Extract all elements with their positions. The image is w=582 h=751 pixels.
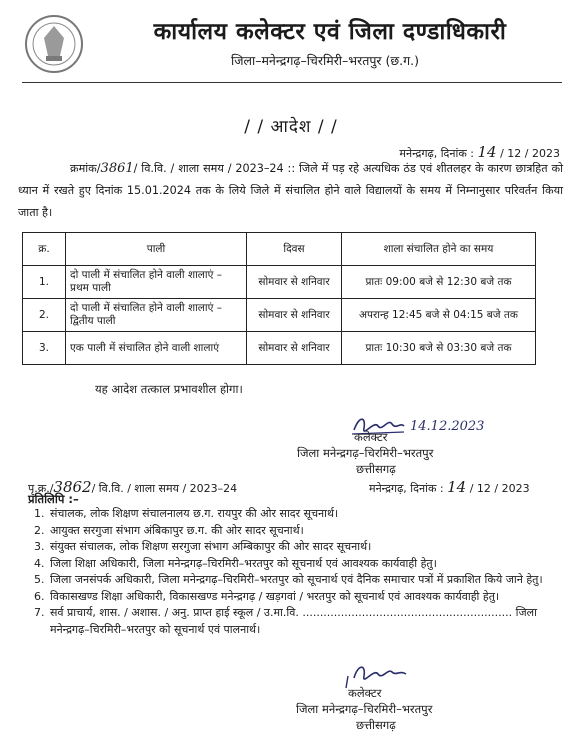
signatory-state: छत्तीसगढ़	[356, 718, 396, 732]
row-shift: एक पाली में संचालित होने वाली शालाएं	[66, 332, 247, 365]
government-seal-emblem	[24, 12, 84, 76]
school-timing-table	[22, 232, 536, 365]
header-serial: क्र.	[23, 233, 66, 266]
order-title: / / आदेश / /	[244, 117, 338, 137]
office-subtitle: जिला–मनेन्द्रगढ़–चिरमिरी–भरतपुर (छ.ग.)	[230, 53, 420, 68]
list-item: 1. संचालक, लोक शिक्षण संचालनालय छ.ग. रायपुर की ओर सादर सूचनार्थ।	[48, 506, 568, 523]
row-time: अपरान्ह 12:45 बजे से 04:15 बजे तक	[342, 299, 536, 332]
date-prefix: मनेन्द्रगढ़, दिनांक :	[399, 147, 474, 160]
list-item: 2. आयुक्त सरगुजा संभाग अंबिकापुर छ.ग. की ओर सादर सूचनार्थ।	[48, 523, 568, 540]
recipient-list	[26, 506, 568, 638]
copy-ref-prefix: पृ.क्र./	[28, 482, 54, 495]
row-serial: 1.	[23, 266, 66, 299]
row-serial: 2.	[23, 299, 66, 332]
date-handwritten: 14	[477, 143, 497, 161]
signatory-office: जिला मनेन्द्रगढ़–चिरमिरी–भरतपुर	[297, 446, 434, 460]
header-shift: पाली	[66, 233, 247, 266]
signatory-title: कलेक्टर	[354, 430, 388, 444]
copy-date-line	[369, 478, 530, 496]
row-time: प्रातः 10:30 बजे से 03:30 बजे तक	[342, 332, 536, 365]
signatory-state: छत्तीसगढ़	[356, 462, 396, 476]
order-body	[18, 158, 563, 224]
list-item: 4. जिला शिक्षा अधिकारी, जिला मनेन्द्रगढ़–चिरमिरी–भरतपुर को सूचनार्थ एवं आवश्यक कार्यवाही हेतु।	[48, 556, 568, 573]
copy-ref-suffix: / वि.वि. / शाला समय / 2023–24	[91, 482, 238, 495]
row-shift: दो पाली में संचालित होने वाली शालाएं – प्रथम पाली	[66, 266, 247, 299]
copy-date-handwritten: 14	[447, 478, 467, 496]
list-item: 7. सर्व प्राचार्य, शास. / अशास. / अनु. प्राप्त हाई स्कूल / उ.मा.वि. ............................................................ जिला मनेन्द्रगढ़–चिरमिरी–भरतपुर को सूचनार्थ एवं पालनार्थ।	[48, 605, 568, 638]
collector-signature-2	[326, 658, 446, 694]
table-row	[23, 266, 536, 299]
signature-date-handwritten: 14.12.2023	[410, 419, 485, 434]
ref-number-handwritten: 3861	[100, 161, 134, 176]
effective-statement: यह आदेश तत्काल प्रभावशील होगा।	[95, 382, 243, 396]
signatory-office: जिला मनेन्द्रगढ़–चिरमिरी–भरतपुर	[296, 702, 433, 716]
date-suffix: / 12 / 2023	[500, 147, 560, 160]
table-row	[23, 299, 536, 332]
copy-ref-number-handwritten: 3862	[53, 478, 92, 496]
copy-date-suffix: / 12 / 2023	[469, 482, 530, 495]
row-time: प्रातः 09:00 बजे से 12:30 बजे तक	[342, 266, 536, 299]
ref-prefix: क्रमांक/	[70, 162, 101, 175]
list-item: 6. विकासखण्ड शिक्षा अधिकारी, विकासखण्ड मनेन्द्रगढ़ / खड़गवां / भरतपुर को सूचनार्थ एवं आवश्यक कार्यवाही हेतु।	[48, 589, 568, 606]
row-serial: 3.	[23, 332, 66, 365]
list-item: 5. जिला जनसंपर्क अधिकारी, जिला मनेन्द्रगढ़–चिरमिरी–भरतपुर को सूचनार्थ एवं दैनिक समाचार पत्रों में प्रकाशित किये जाने हेतु।	[48, 572, 568, 589]
office-title: कार्यालय कलेक्टर एवं जिला दण्डाधिकारी	[153, 19, 507, 45]
row-days: सोमवार से शनिवार	[247, 332, 342, 365]
list-item: 3. संयुक्त संचालक, लोक शिक्षण सरगुजा संभाग अम्बिकापुर की ओर सादर सूचनार्थ।	[48, 539, 568, 556]
header-time: शाला संचालित होने का समय	[342, 233, 536, 266]
row-shift: दो पाली में संचालित होने वाली शालाएं – द्वितीय पाली	[66, 299, 247, 332]
header-divider	[22, 82, 562, 83]
row-days: सोमवार से शनिवार	[247, 299, 342, 332]
signatory-title: कलेक्टर	[348, 686, 382, 700]
copy-heading: प्रतिलिपि :–	[28, 492, 79, 506]
header-days: दिवस	[247, 233, 342, 266]
row-days: सोमवार से शनिवार	[247, 266, 342, 299]
copy-date-prefix: मनेन्द्रगढ़, दिनांक :	[369, 482, 444, 495]
table-row	[23, 332, 536, 365]
table-header-row	[23, 233, 536, 266]
order-body-text: / वि.वि. / शाला समय / 2023–24 :: जिले में पड़ रहे अत्यधिक ठंड एवं शीतलहर के कारण छात्रहित को ध्यान में रखते हुए दिनांक 15.01.2024 तक के लिये जिले में संचालित होने वाले विद्यालयों के समय में निम्नानुसार परिवर्तन किया जाता है।	[18, 162, 563, 219]
